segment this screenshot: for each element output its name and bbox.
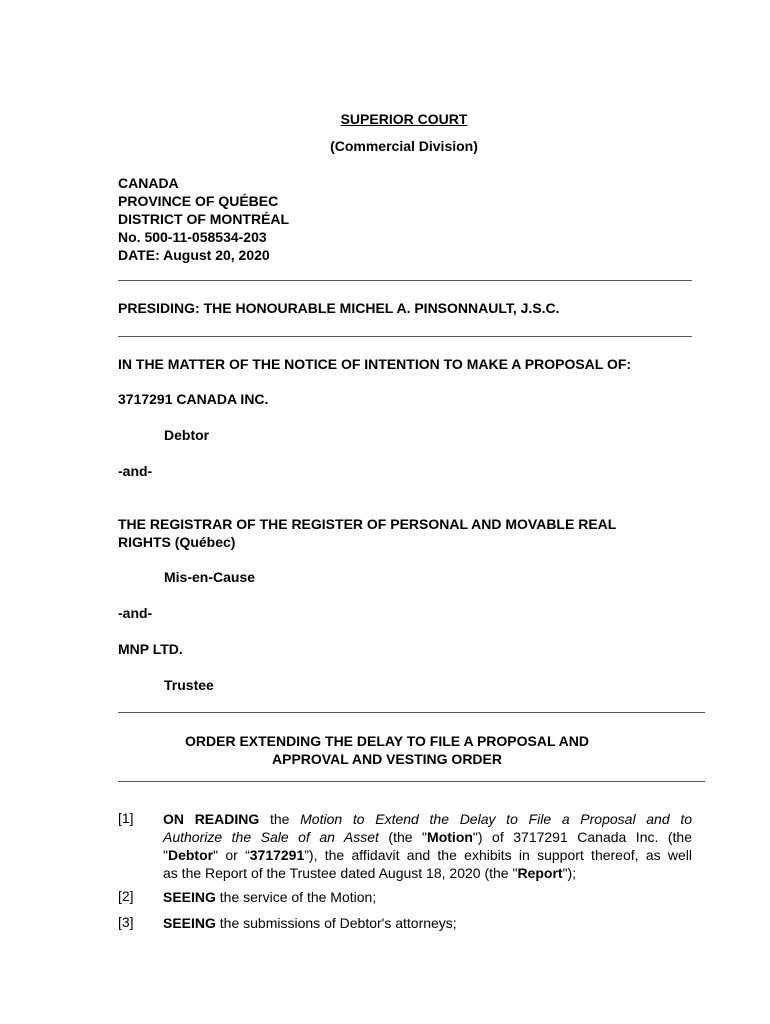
court-title: SUPERIOR COURT bbox=[340, 111, 468, 127]
presiding-line: PRESIDING: THE HONOURABLE MICHEL A. PINSONNAULT, J.S.C. bbox=[118, 300, 560, 316]
file-district: DISTRICT OF MONTRÉAL bbox=[118, 211, 290, 227]
file-province: PROVINCE OF QUÉBEC bbox=[118, 193, 279, 209]
file-date: DATE: August 20, 2020 bbox=[118, 247, 270, 263]
and-separator: -and- bbox=[118, 605, 153, 621]
text-run: ") of 3717291 Canada Inc. (the bbox=[472, 829, 693, 845]
motion-title-italic: Motion to Extend the Delay to File a Proposal and to bbox=[300, 811, 692, 827]
file-country: CANADA bbox=[118, 175, 179, 191]
defined-term: Report bbox=[517, 865, 563, 881]
paragraph-lead: ON READING bbox=[163, 811, 260, 827]
paragraph-line bbox=[163, 914, 692, 932]
paragraph-line bbox=[163, 828, 692, 846]
debtor-name: 3717291 CANADA INC. bbox=[118, 391, 269, 407]
defined-term: 3717291 bbox=[249, 847, 305, 863]
text-run: the bbox=[259, 811, 301, 827]
paragraph-text bbox=[163, 914, 692, 932]
paragraph-lead: SEEING bbox=[163, 915, 216, 931]
debtor-role: Debtor bbox=[164, 427, 210, 443]
text-run: the submissions of Debtor's attorneys; bbox=[215, 915, 457, 931]
paragraph-lead: SEEING bbox=[163, 889, 216, 905]
divider bbox=[118, 712, 705, 713]
file-number: No. 500-11-058534-203 bbox=[118, 229, 267, 245]
matter-line: IN THE MATTER OF THE NOTICE OF INTENTION TO MAKE A PROPOSAL OF: bbox=[118, 356, 632, 372]
order-title-line2: APPROVAL AND VESTING ORDER bbox=[272, 751, 502, 767]
defined-term: Motion bbox=[427, 829, 473, 845]
text-run: the service of the Motion; bbox=[215, 889, 377, 905]
motion-title-italic: Authorize the Sale of an Asset bbox=[163, 829, 379, 845]
divider bbox=[118, 280, 692, 281]
paragraph-line bbox=[163, 846, 692, 864]
text-run: " bbox=[163, 847, 168, 863]
text-run: " or “ bbox=[213, 847, 250, 863]
mis-en-cause-name-line2: RIGHTS (Québec) bbox=[118, 534, 236, 550]
mis-en-cause-name-line1: THE REGISTRAR OF THE REGISTER OF PERSONAL AND MOVABLE REAL bbox=[118, 516, 617, 532]
divider bbox=[118, 336, 692, 337]
text-run: ”), the affidavit and the exhibits in support thereof, as well bbox=[304, 847, 692, 863]
paragraph-number: [3] bbox=[118, 914, 134, 930]
mis-en-cause-role: Mis-en-Cause bbox=[164, 569, 256, 585]
paragraph-number: [1] bbox=[118, 810, 134, 826]
paragraph-text bbox=[163, 888, 692, 906]
text-run: "); bbox=[562, 865, 577, 881]
trustee-name: MNP LTD. bbox=[118, 641, 183, 657]
paragraph-line bbox=[163, 864, 692, 882]
paragraph-line bbox=[163, 888, 692, 906]
court-division: (Commercial Division) bbox=[330, 138, 478, 154]
order-title bbox=[118, 732, 656, 768]
divider bbox=[118, 781, 705, 782]
trustee-role: Trustee bbox=[164, 677, 214, 693]
paragraph-number: [2] bbox=[118, 888, 134, 904]
text-run: as the Report of the Trustee dated August 18, 2020 (the " bbox=[163, 865, 518, 881]
text-run: (the " bbox=[378, 829, 428, 845]
order-title-line1: ORDER EXTENDING THE DELAY TO FILE A PROPOSAL AND bbox=[185, 733, 589, 749]
file-info-block bbox=[118, 174, 289, 264]
paragraph-text bbox=[163, 810, 692, 882]
defined-term: Debtor bbox=[167, 847, 214, 863]
and-separator: -and- bbox=[118, 463, 153, 479]
paragraph-line bbox=[163, 810, 692, 828]
